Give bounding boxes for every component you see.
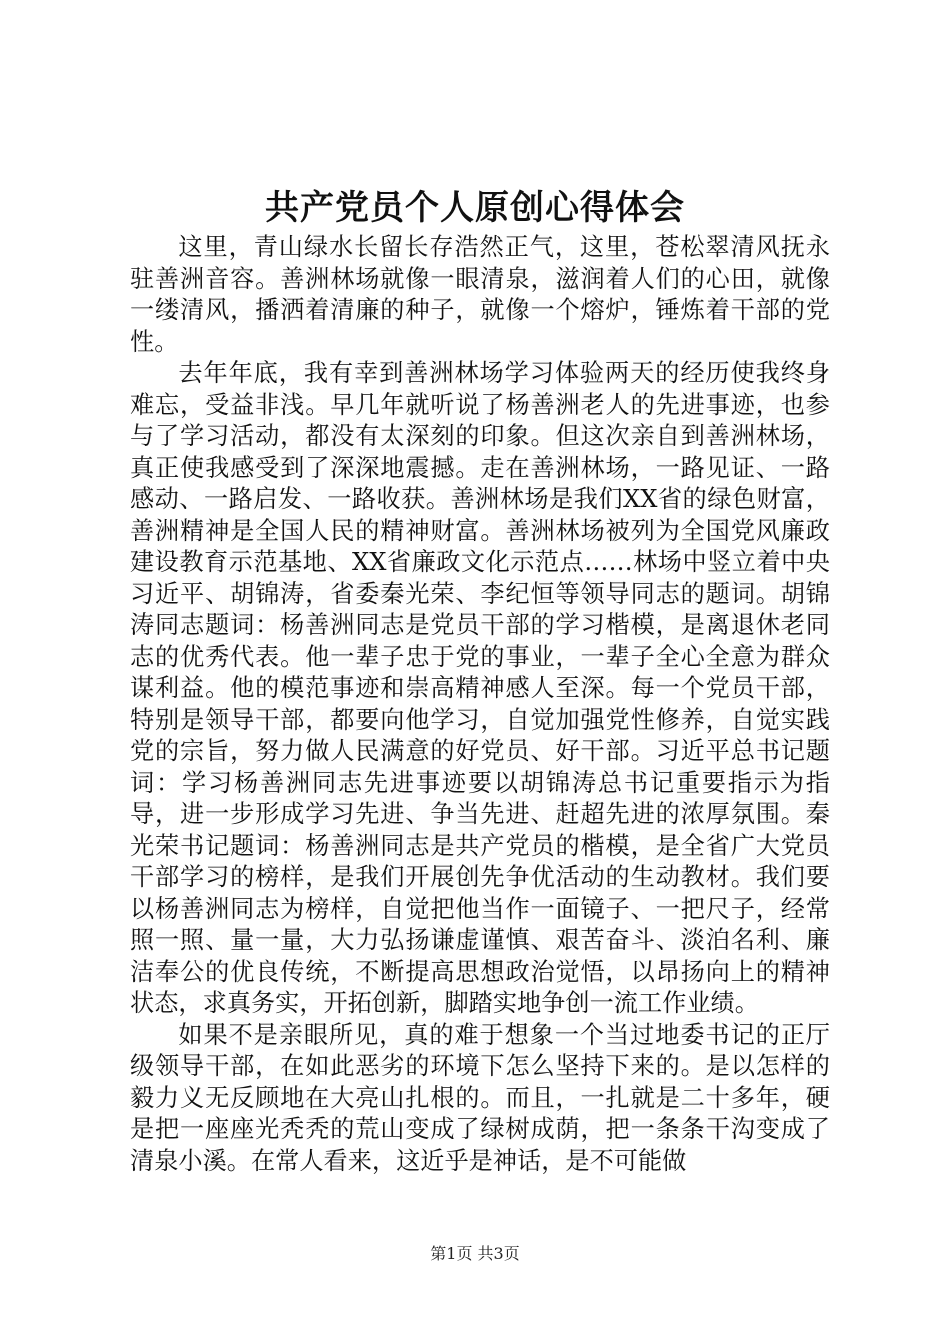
document-title: 共产党员个人原创心得体会 (265, 188, 685, 228)
page-number-footer: 第1页 共3页 (430, 1244, 520, 1263)
paragraph-2: 去年年底，我有幸到善洲林场学习体验两天的经历使我终身难忘，受益非浅。早几年就听说了杨善洲老人的先进事迹，也参与了学习活动，都没有太深刻的印象。但这次亲自到善洲林场，真正使我感受到了深深地震撼。走在善洲林场，一路见证、一路感动、一路启发、一路收获。善洲林场是我们XX省的绿色财富，善洲精神是全国人民的精神财富。善洲林场被列为全国党风廉政建设教育示范基地、XX省廉政文化示范点……林场中竖立着中央习近平、胡锦涛，省委秦光荣、李纪恒等领导同志的题词。胡锦涛同志题词：杨善洲同志是党员干部的学习楷模，是离退休老同志的优秀代表。他一辈子忠于党的事业，一辈子全心全意为群众谋利益。他的模范事迹和崇高精神感人至深。每一个党员干部，特别是领导干部，都要向他学习，自觉加强党性修养，自觉实践党的宗旨，努力做人民满意的好党员、好干部。习近平总书记题词：学习杨善洲同志先进事迹要以胡锦涛总书记重要指示为指导，进一步形成学习先进、争当先进、赶超先进的浓厚氛围。秦光荣书记题词：杨善洲同志是共产党员的楷模，是全省广大党员干部学习的榜样，是我们开展创先争优活动的生动教材。我们要以杨善洲同志为榜样，自觉把他当作一面镜子、一把尺子，经常照一照、量一量，大力弘扬谦虚谨慎、艰苦奋斗、淡泊名利、廉洁奉公的优良传统，不断提高思想政治觉悟，以昂扬向上的精神状态，求真务实，开拓创新，脚踏实地争创一流工作业绩。 (130, 359, 830, 1017)
document-body (130, 232, 830, 1177)
paragraph-3: 如果不是亲眼所见，真的难于想象一个当过地委书记的正厅级领导干部，在如此恶劣的环境下怎么坚持下来的。是以怎样的毅力义无反顾地在大亮山扎根的。而且，一扎就是二十多年，硬是把一座座光秃秃的荒山变成了绿树成荫，把一条条干沟变成了清泉小溪。在常人看来，这近乎是神话，是不可能做 (130, 1020, 830, 1175)
paragraph-1: 这里，青山绿水长留长存浩然正气，这里，苍松翠清风抚永驻善洲音容。善洲林场就像一眼清泉，滋润着人们的心田，就像一缕清风，播洒着清廉的种子，就像一个熔炉，锤炼着干部的党性。 (130, 233, 830, 356)
